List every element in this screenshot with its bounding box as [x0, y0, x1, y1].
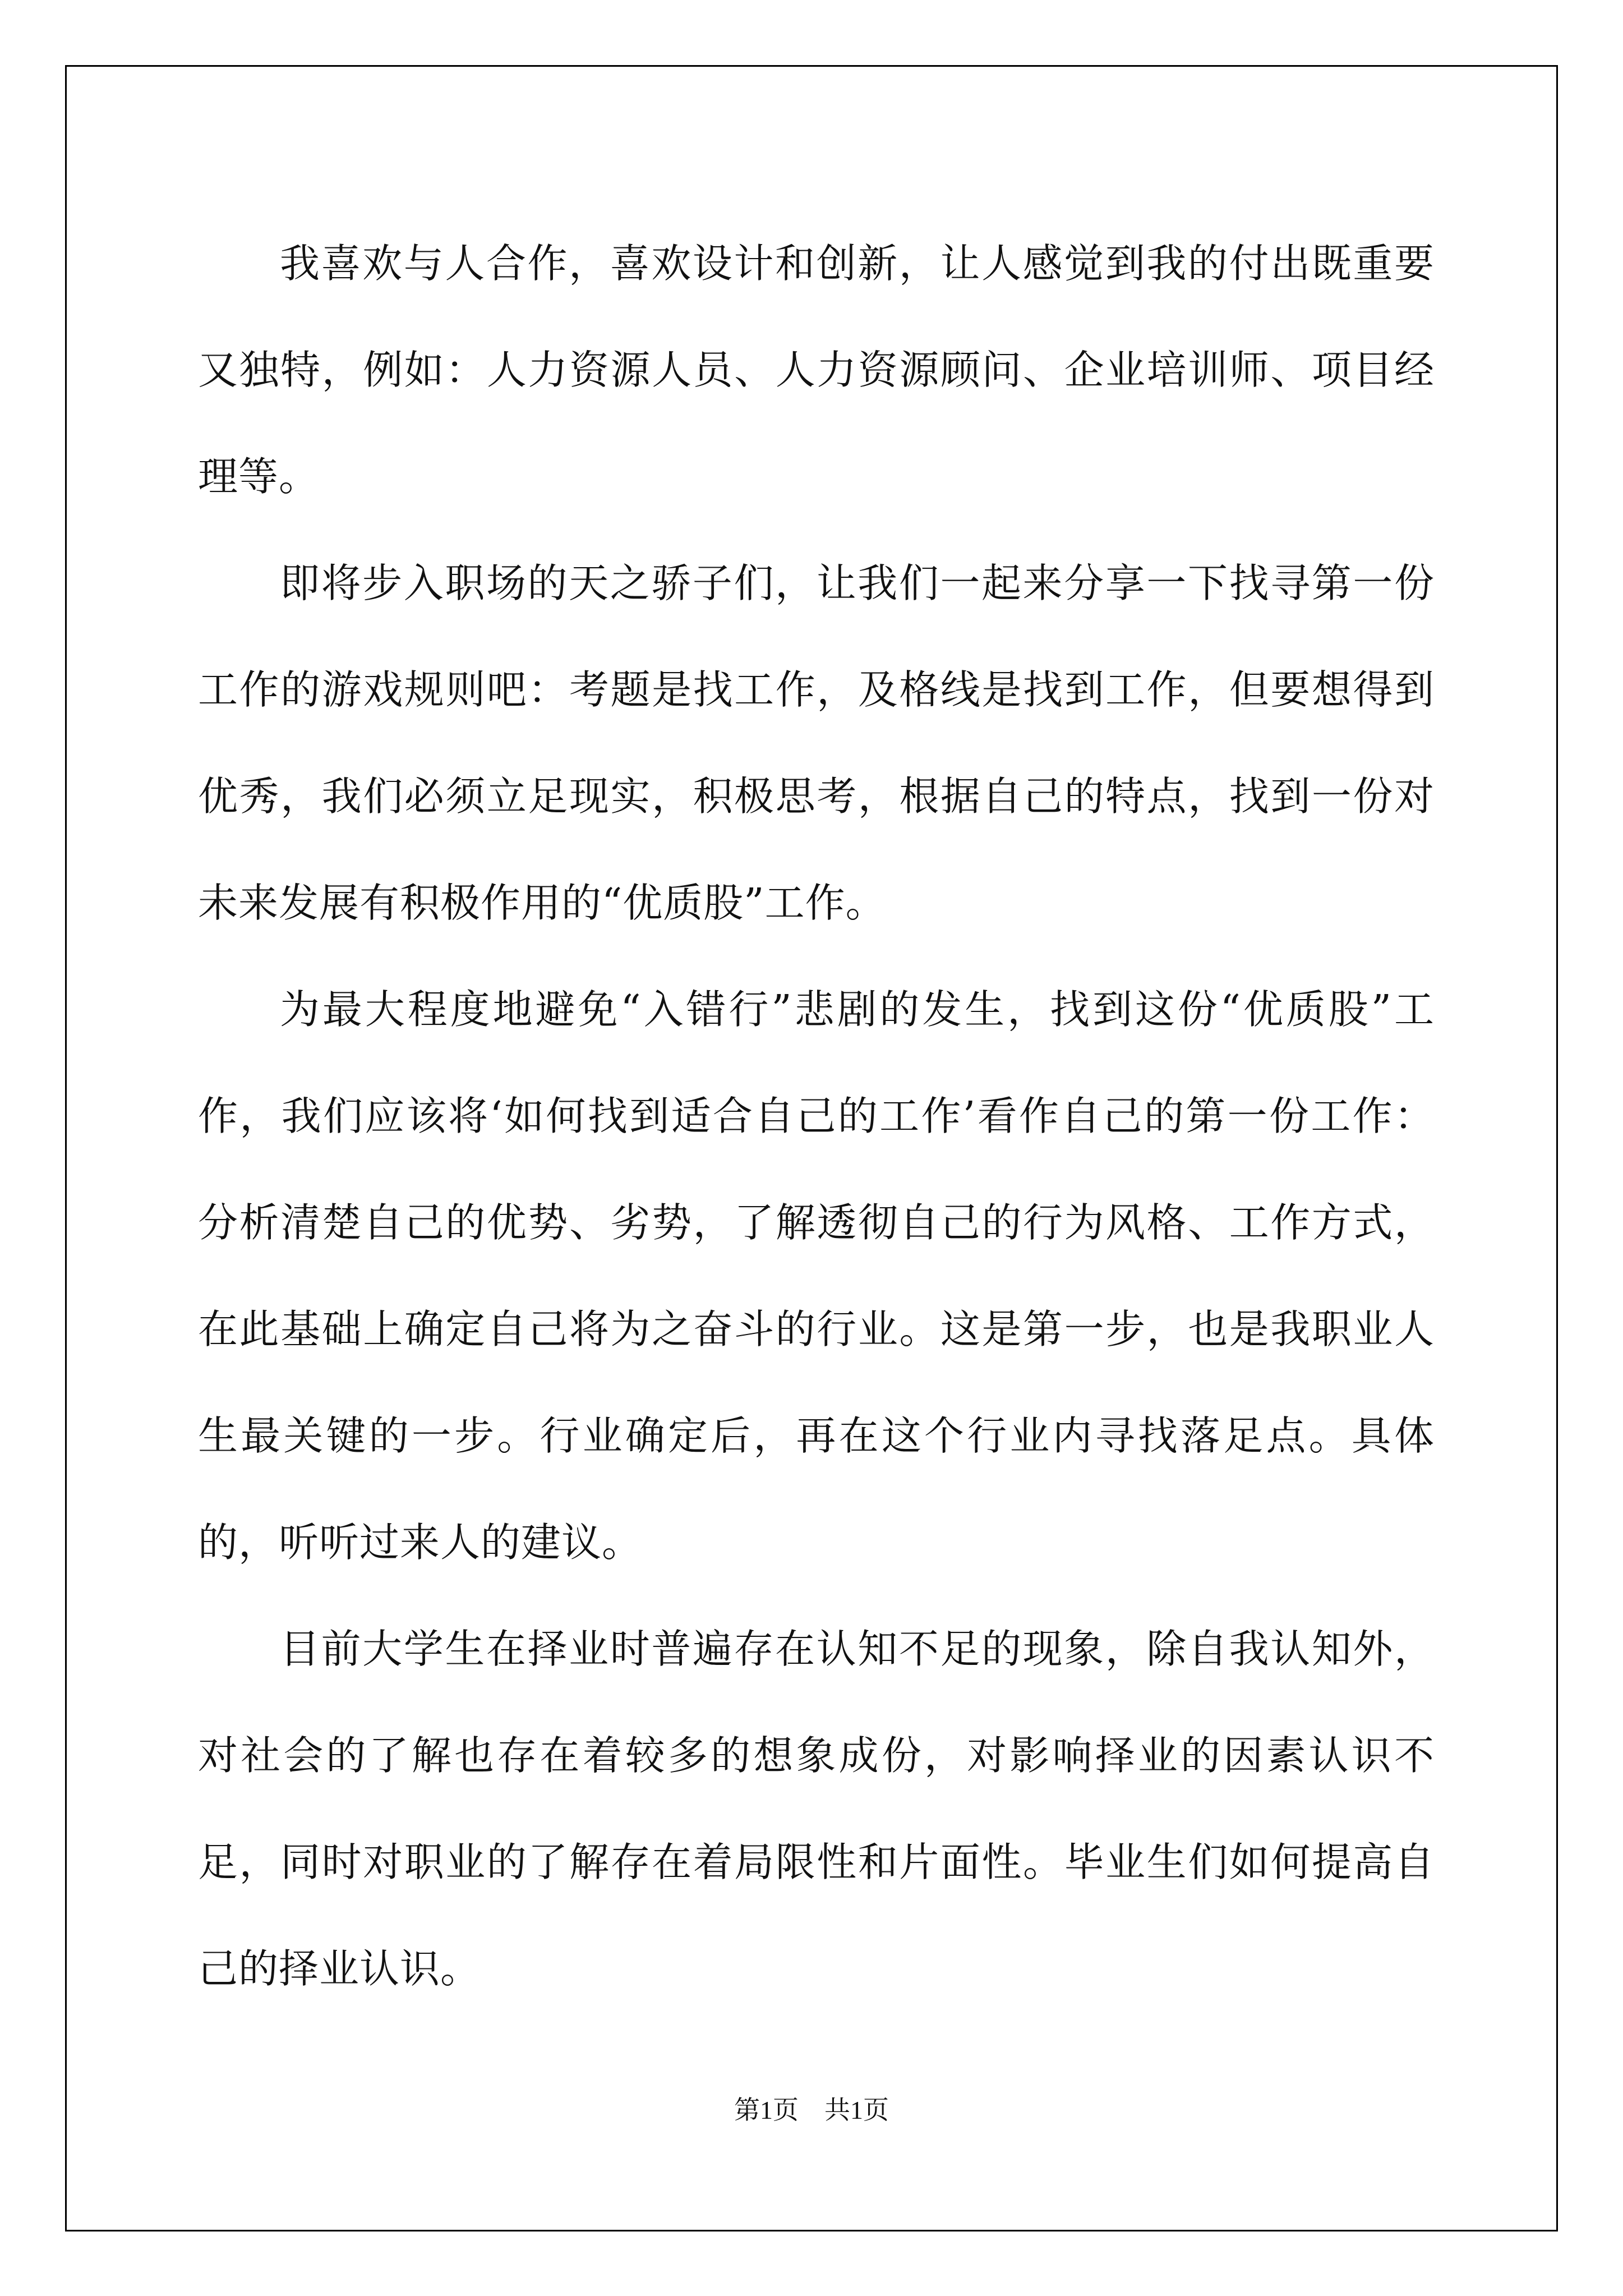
page-number: 第1页	[734, 2096, 799, 2124]
paragraph: 为最大程度地避免“入错行”悲剧的发生，找到这份“优质股”工作，我们应该将‘如何找到适合自己的工作’看作自己的第一份工作：分析清楚自己的优势、劣势，了解透彻自己的行为风格、工作方式，在此基础上确定自己将为之奋斗的行业。这是第一步，也是我职业人生最关键的一步。行业确定后，再在这个行业内寻找落足点。具体的，听听过来人的建议。	[198, 986, 1435, 1566]
document-body	[198, 210, 1435, 2022]
page-total: 共1页	[824, 2096, 889, 2124]
paragraph: 即将步入职场的天之骄子们，让我们一起来分享一下找寻第一份工作的游戏规则吧：考题是找工作，及格线是找到工作，但要想得到优秀，我们必须立足现实，积极思考，根据自己的特点，找到一份对未来发展有积极作用的“优质股”工作。	[198, 560, 1435, 926]
paragraph: 我喜欢与人合作，喜欢设计和创新，让人感觉到我的付出既重要又独特，例如：人力资源人员、人力资源顾问、企业培训师、项目经理等。	[198, 240, 1435, 500]
page-footer	[0, 2090, 1623, 2127]
paragraph: 目前大学生在择业时普遍存在认知不足的现象，除自我认知外，对社会的了解也存在着较多的想象成份，对影响择业的因素认识不足，同时对职业的了解存在着局限性和片面性。毕业生们如何提高自己的择业认识。	[198, 1626, 1435, 1992]
